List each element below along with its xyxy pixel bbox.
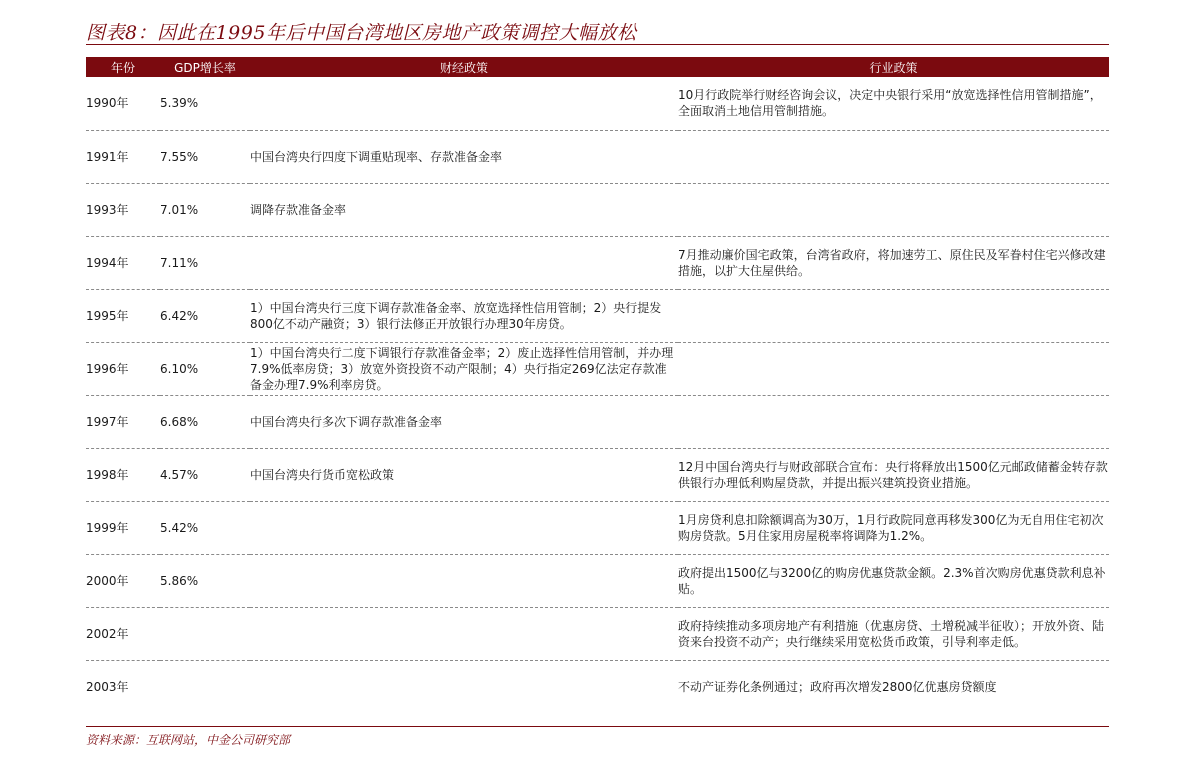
footer-divider: [86, 726, 1109, 727]
fiscal-policy-cell: 调降存款准备金率: [250, 183, 678, 236]
fiscal-policy-cell: [250, 607, 678, 660]
year-cell: 1990年: [86, 77, 160, 130]
header-gdp: GDP增长率: [160, 57, 250, 77]
gdp-cell: 6.68%: [160, 395, 250, 448]
table-row: [86, 395, 1109, 448]
year-cell: 1994年: [86, 236, 160, 289]
year-cell: 1996年: [86, 342, 160, 395]
gdp-cell: 5.42%: [160, 501, 250, 554]
industry-policy-cell: [678, 289, 1109, 342]
gdp-cell: [160, 607, 250, 660]
industry-policy-cell: 政府持续推动多项房地产有利措施（优惠房贷、土增税减半征收）；开放外资、陆资来台投资不动产；央行继续采用宽松货币政策，引导利率走低。: [678, 607, 1109, 660]
gdp-cell: [160, 660, 250, 713]
industry-policy-cell: 12月中国台湾央行与财政部联合宣布：央行将释放出1500亿元邮政储蓄金转存款供银行办理低利购屋贷款，并提出振兴建筑投资业措施。: [678, 448, 1109, 501]
table-row: [86, 77, 1109, 130]
gdp-cell: 5.39%: [160, 77, 250, 130]
header-industry-policy: 行业政策: [678, 57, 1109, 77]
table-row: [86, 342, 1109, 395]
fiscal-policy-cell: [250, 554, 678, 607]
fiscal-policy-cell: [250, 77, 678, 130]
gdp-cell: 7.11%: [160, 236, 250, 289]
fiscal-policy-cell: 1）中国台湾央行二度下调银行存款准备金率；2）废止选择性信用管制，并办理7.9%低率房贷；3）放宽外资投资不动产限制；4）央行指定269亿法定存款准备金办理7.9%利率房贷。: [250, 342, 678, 395]
table-row: [86, 289, 1109, 342]
gdp-cell: 6.10%: [160, 342, 250, 395]
industry-policy-cell: [678, 130, 1109, 183]
year-cell: 2002年: [86, 607, 160, 660]
table-row: [86, 236, 1109, 289]
year-cell: 2003年: [86, 679, 129, 694]
year-cell: 1998年: [86, 448, 160, 501]
industry-policy-cell: 1月房贷利息扣除额调高为30万，1月行政院同意再移发300亿为无自用住宅初次购房贷款。5月住家用房屋税率将调降为1.2%。: [678, 501, 1109, 554]
figure-title: 图表8：因此在1995年后中国台湾地区房地产政策调控大幅放松: [86, 22, 637, 44]
fiscal-policy-cell: 中国台湾央行货币宽松政策: [250, 448, 678, 501]
gdp-cell: 4.57%: [160, 448, 250, 501]
table-row: [86, 501, 1109, 554]
industry-policy-cell: 不动产证券化条例通过；政府再次增发2800亿优惠房贷额度: [678, 679, 997, 694]
year-cell: 1997年: [86, 395, 160, 448]
table-row: [86, 660, 1109, 713]
industry-policy-cell: 7月推动廉价国宅政策，台湾省政府，将加速劳工、原住民及军眷村住宅兴修改建措施，以扩大住屋供给。: [678, 236, 1109, 289]
table-row: [86, 130, 1109, 183]
industry-policy-cell: [678, 183, 1109, 236]
fiscal-policy-cell: 中国台湾央行多次下调存款准备金率: [250, 395, 678, 448]
year-cell: 1991年: [86, 130, 160, 183]
industry-policy-cell: [678, 395, 1109, 448]
header-fiscal-policy: 财经政策: [250, 57, 678, 77]
gdp-cell: 5.86%: [160, 554, 250, 607]
gdp-cell: 6.42%: [160, 289, 250, 342]
gdp-cell: 7.55%: [160, 130, 250, 183]
industry-policy-cell: 政府提出1500亿与3200亿的购房优惠贷款金额。2.3%首次购房优惠贷款利息补贴。: [678, 554, 1109, 607]
table-header-row: [86, 57, 1109, 77]
year-cell: 1995年: [86, 289, 160, 342]
fiscal-policy-cell: [250, 660, 678, 713]
title-divider: [86, 44, 1109, 45]
header-year: 年份: [86, 57, 160, 77]
fiscal-policy-cell: [250, 236, 678, 289]
year-cell: 1999年: [86, 501, 160, 554]
gdp-cell: 7.01%: [160, 183, 250, 236]
industry-policy-cell: 10月行政院举行财经咨询会议，决定中央银行采用“放宽选择性信用管制措施”，全面取消土地信用管制措施。: [678, 77, 1109, 130]
fiscal-policy-cell: [250, 501, 678, 554]
source-note: 资料来源：互联网站，中金公司研究部: [86, 733, 291, 747]
industry-policy-cell: [678, 342, 1109, 395]
year-cell: 2000年: [86, 554, 160, 607]
fiscal-policy-cell: 1）中国台湾央行三度下调存款准备金率、放宽选择性信用管制；2）央行提发800亿不动产融资；3）银行法修正开放银行办理30年房贷。: [250, 289, 678, 342]
table-row: [86, 554, 1109, 607]
table-row: [86, 607, 1109, 660]
policy-table: [86, 57, 1109, 713]
year-cell: 1993年: [86, 183, 160, 236]
table-row: [86, 183, 1109, 236]
fiscal-policy-cell: 中国台湾央行四度下调重贴现率、存款准备金率: [250, 130, 678, 183]
table-row: [86, 448, 1109, 501]
